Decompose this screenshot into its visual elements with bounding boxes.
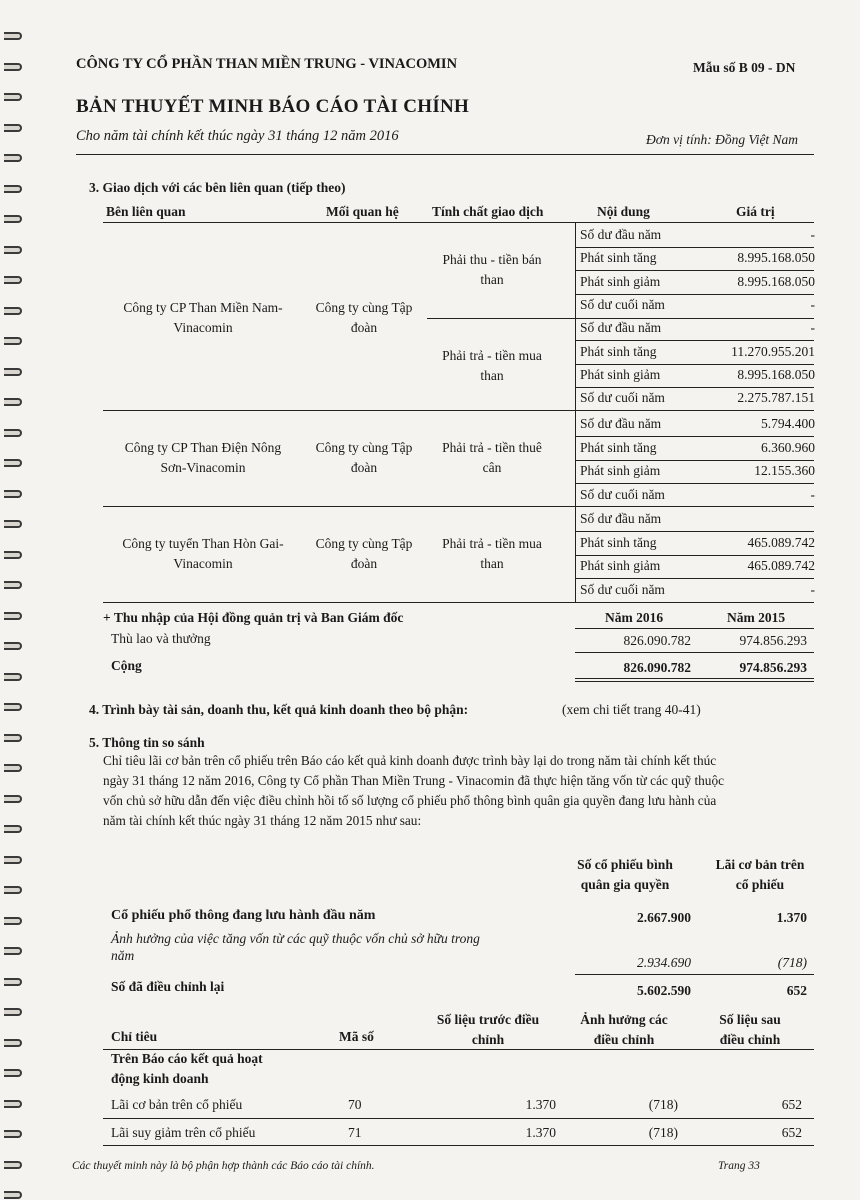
row-content: Số dư cuối năm: [580, 581, 665, 597]
header-line: Số cổ phiếu bình: [577, 857, 673, 872]
row-value: 465.089.742: [747, 534, 815, 550]
section-4-note: (xem chi tiết trang 40-41): [562, 702, 701, 717]
binding-ring-shape: [4, 673, 22, 681]
binding-ring: [4, 732, 26, 746]
header-line: quân gia quyền: [580, 877, 670, 892]
eps-row-effect-label: năm: [111, 948, 135, 963]
row-content: Số dư đầu năm: [580, 416, 662, 431]
section-4-heading: 4. Trình bày tài sản, doanh thu, kết quả kinh doanh theo bộ phận:: [89, 702, 469, 717]
header-line: Ảnh hưởng các: [580, 1012, 668, 1027]
remuneration-2016: 826.090.782: [623, 633, 691, 648]
row-value: 5.794.400: [761, 416, 815, 431]
party-name: [103, 298, 303, 338]
eps-row-outstanding-shares: 2.667.900: [637, 910, 691, 925]
binding-ring: [4, 1128, 26, 1142]
table-bottom-line: [103, 602, 814, 603]
row-value: 8.995.168.050: [737, 273, 815, 289]
row-content: Số dư đầu năm: [580, 227, 662, 242]
binding-ring-shape: [4, 459, 22, 467]
cell-divider: [575, 555, 814, 556]
binding-ring-shape: [4, 246, 22, 254]
row-divider: [103, 506, 814, 507]
binding-ring: [4, 396, 26, 410]
col-header-party: Bên liên quan: [106, 204, 186, 219]
cell-indicator: Lãi cơ bản trên cổ phiếu: [111, 1097, 243, 1112]
content-column-divider: [575, 222, 576, 602]
row-content: Phát sinh tăng: [580, 250, 657, 266]
row-content: Phát sinh tăng: [580, 439, 657, 455]
binding-ring-shape: [4, 1161, 22, 1169]
binding-ring: [4, 213, 26, 227]
total-top-line: [575, 652, 814, 653]
period-text: Cho năm tài chính kết thúc ngày 31 tháng 12 năm 2016: [76, 128, 399, 144]
binding-ring-shape: [4, 185, 22, 193]
income-year-2015: Năm 2015: [727, 610, 786, 625]
eps-row-effect-shares: 2.934.690: [637, 955, 691, 970]
party-name-line: Công ty tuyển Than Hòn Gai-: [122, 536, 284, 551]
row-content: Số dư cuối năm: [580, 296, 665, 312]
row-content: Số dư cuối năm: [580, 486, 665, 502]
binding-ring: [4, 884, 26, 898]
binding-ring: [4, 579, 26, 593]
binding-ring-shape: [4, 63, 22, 71]
eps-col-shares-header: [560, 855, 690, 895]
row-divider: [427, 318, 814, 319]
binding-ring-shape: [4, 32, 22, 40]
binding-ring: [4, 335, 26, 349]
binding-ring-shape: [4, 1069, 22, 1077]
nature-line: than: [480, 556, 504, 571]
cell-divider: [575, 247, 814, 248]
cell-divider: [575, 387, 814, 388]
row-content: Phát sinh tăng: [580, 343, 657, 359]
relation-line: Công ty cùng Tập: [315, 440, 413, 455]
cell-divider: [575, 364, 814, 365]
cell-divider: [575, 340, 814, 341]
header-line: cổ phiếu: [735, 877, 785, 892]
nature-line: Phải trả - tiền mua: [442, 536, 542, 551]
binding-ring: [4, 183, 26, 197]
tbl-bottom-line: [103, 1145, 814, 1146]
binding-ring: [4, 457, 26, 471]
total-2016: 826.090.782: [623, 660, 691, 675]
row-value: -: [810, 227, 815, 242]
cell-indicator: Lãi suy giảm trên cổ phiếu: [111, 1125, 256, 1140]
spiral-binding: [0, 0, 34, 1200]
row-content: Phát sinh giảm: [580, 273, 661, 289]
binding-ring: [4, 793, 26, 807]
row-value: 8.995.168.050: [737, 366, 815, 382]
cell-divider: [575, 460, 814, 461]
party-name-line: Công ty CP Than Điện Nông: [124, 440, 282, 455]
group-line: động kinh doanh: [111, 1071, 209, 1086]
relation-line: đoàn: [350, 460, 378, 475]
cell-divider: [575, 483, 814, 484]
binding-ring-shape: [4, 154, 22, 162]
binding-ring: [4, 518, 26, 532]
tbl-header-after: [690, 1010, 810, 1050]
row-divider: [103, 1118, 814, 1119]
cell-divider: [575, 578, 814, 579]
binding-ring-shape: [4, 1191, 22, 1199]
binding-ring: [4, 30, 26, 44]
nature-line: Phải trả - tiền mua: [442, 348, 542, 363]
eps-row-effect-eps: (718): [777, 955, 807, 970]
party-name-line: Sơn-Vinacomin: [160, 460, 246, 475]
tbl-header-before: [418, 1010, 558, 1050]
binding-ring-shape: [4, 703, 22, 711]
relation-line: đoàn: [350, 556, 378, 571]
row-value: 6.360.960: [761, 439, 815, 455]
transaction-nature: [427, 250, 557, 290]
cell-after: 652: [781, 1097, 802, 1112]
paragraph-line: ngày 31 tháng 12 năm 2016, Công ty Cổ phần Than Miền Trung - Vinacomin đã thực hiện tăng vốn từ các quỹ thuộc: [103, 773, 725, 788]
binding-ring-shape: [4, 1039, 22, 1047]
row-value: 11.270.955.201: [731, 343, 815, 359]
binding-ring: [4, 427, 26, 441]
row-content: Số dư đầu năm: [580, 511, 662, 526]
transaction-nature: [427, 534, 557, 574]
nature-line: Phải thu - tiền bán: [442, 252, 542, 267]
header-line: chỉnh: [471, 1032, 505, 1047]
nature-line: than: [480, 368, 504, 383]
binding-ring: [4, 854, 26, 868]
cell-divider: [575, 531, 814, 532]
binding-ring: [4, 823, 26, 837]
page-title: BẢN THUYẾT MINH BÁO CÁO TÀI CHÍNH: [76, 96, 470, 117]
binding-ring-shape: [4, 307, 22, 315]
remuneration-label: Thù lao và thưởng: [111, 631, 211, 646]
row-content: Số dư cuối năm: [580, 390, 665, 406]
binding-ring-shape: [4, 276, 22, 284]
col-header-content: Nội dung: [597, 204, 650, 219]
paragraph-line: vốn chủ sở hữu dẫn đến việc điều chỉnh hồi tố số lượng cổ phiếu phổ thông bình quân gia quyền đang lưu hành của: [103, 793, 717, 808]
income-header-line: [575, 628, 814, 629]
binding-ring: [4, 976, 26, 990]
header-line: Số liệu sau: [719, 1012, 781, 1027]
party-name-line: Công ty CP Than Miền Nam-: [123, 300, 283, 315]
page-number: Trang 33: [718, 1160, 760, 1172]
section-3-heading: 3. Giao dịch với các bên liên quan (tiếp theo): [89, 180, 346, 195]
eps-row-outstanding: Cổ phiếu phổ thông đang lưu hành đầu năm: [111, 908, 376, 923]
binding-ring: [4, 1189, 26, 1200]
row-value: 12.155.360: [754, 463, 815, 478]
binding-ring-shape: [4, 795, 22, 803]
paragraph-line: năm tài chính kết thúc ngày 31 tháng 12 năm 2015 như sau:: [103, 813, 422, 828]
cell-divider: [575, 270, 814, 271]
binding-ring-shape: [4, 429, 22, 437]
binding-ring: [4, 152, 26, 166]
relation-line: Công ty cùng Tập: [315, 536, 413, 551]
total-2015: 974.856.293: [739, 660, 807, 675]
row-value: -: [810, 296, 815, 312]
tbl-header-indicator: Chỉ tiêu: [111, 1029, 158, 1044]
row-value: 465.089.742: [747, 558, 815, 573]
eps-row-adjusted-shares: 5.602.590: [637, 983, 691, 998]
binding-ring-shape: [4, 947, 22, 955]
binding-ring: [4, 1006, 26, 1020]
cell-effect: (718): [648, 1097, 678, 1112]
cell-before: 1.370: [525, 1125, 556, 1140]
row-content: Phát sinh tăng: [580, 534, 657, 550]
total-double-line: [575, 678, 814, 679]
income-heading: + Thu nhập của Hội đồng quản trị và Ban Giám đốc: [103, 610, 404, 625]
binding-ring: [4, 91, 26, 105]
currency-unit: Đơn vị tính: Đồng Việt Nam: [646, 132, 799, 147]
binding-ring: [4, 610, 26, 624]
binding-ring-shape: [4, 93, 22, 101]
binding-ring: [4, 244, 26, 258]
row-divider: [103, 410, 814, 411]
binding-ring-shape: [4, 642, 22, 650]
binding-ring-shape: [4, 612, 22, 620]
cell-code: 71: [348, 1125, 362, 1140]
binding-ring-shape: [4, 520, 22, 528]
binding-ring: [4, 274, 26, 288]
binding-ring: [4, 640, 26, 654]
binding-ring-shape: [4, 886, 22, 894]
eps-row-outstanding-eps: 1.370: [776, 910, 807, 925]
tbl-group-label: [111, 1049, 331, 1089]
binding-ring-shape: [4, 398, 22, 406]
binding-ring-shape: [4, 917, 22, 925]
cell-effect: (718): [648, 1125, 678, 1140]
binding-ring-shape: [4, 551, 22, 559]
binding-ring-shape: [4, 124, 22, 132]
form-number: Mẫu số B 09 - DN: [693, 60, 796, 75]
binding-ring: [4, 1098, 26, 1112]
row-value: -: [810, 486, 815, 502]
binding-ring-shape: [4, 1008, 22, 1016]
binding-ring-shape: [4, 490, 22, 498]
binding-ring: [4, 762, 26, 776]
binding-ring: [4, 1159, 26, 1173]
header-line: điều chỉnh: [593, 1032, 655, 1047]
cell-after: 652: [781, 1125, 802, 1140]
col-header-relation: Mối quan hệ: [326, 204, 399, 219]
binding-ring: [4, 671, 26, 685]
col-header-nature: Tính chất giao dịch: [432, 204, 544, 219]
binding-ring: [4, 305, 26, 319]
header-line: Lãi cơ bản trên: [715, 857, 805, 872]
eps-row-adjusted-eps: 652: [786, 983, 807, 998]
binding-ring: [4, 915, 26, 929]
cell-code: 70: [348, 1097, 362, 1112]
binding-ring: [4, 488, 26, 502]
transaction-nature: [427, 346, 557, 386]
cell-divider: [575, 436, 814, 437]
header-divider: [76, 154, 814, 155]
eps-col-eps-header: [695, 855, 825, 895]
cell-before: 1.370: [525, 1097, 556, 1112]
row-content: Phát sinh giảm: [580, 463, 661, 478]
binding-ring-shape: [4, 764, 22, 772]
table-header-line: [103, 222, 814, 223]
header-line: điều chỉnh: [719, 1032, 781, 1047]
binding-ring-shape: [4, 581, 22, 589]
party-relation: [303, 298, 425, 338]
binding-ring: [4, 549, 26, 563]
party-relation: [303, 534, 425, 574]
group-line: Trên Báo cáo kết quả hoạt: [111, 1051, 263, 1066]
paragraph-line: Chỉ tiêu lãi cơ bản trên cổ phiếu trên Báo cáo kết quả kinh doanh được trình bày lại do trong năm tài chính kết thúc: [103, 753, 717, 768]
nature-line: cân: [482, 460, 502, 475]
relation-line: đoàn: [350, 320, 378, 335]
party-name-line: Vinacomin: [173, 556, 233, 571]
binding-ring: [4, 366, 26, 380]
section-5-heading: 5. Thông tin so sánh: [89, 735, 205, 750]
row-content: Phát sinh giảm: [580, 366, 661, 382]
footer-note: Các thuyết minh này là bộ phận hợp thành các Báo cáo tài chính.: [72, 1160, 375, 1172]
party-name: [103, 534, 303, 574]
company-name: CÔNG TY CỔ PHẦN THAN MIỀN TRUNG - VINACOMIN: [76, 56, 458, 72]
cell-divider: [575, 294, 814, 295]
binding-ring-shape: [4, 856, 22, 864]
row-value: 8.995.168.050: [737, 250, 815, 266]
party-name-line: Vinacomin: [173, 320, 233, 335]
binding-ring-shape: [4, 825, 22, 833]
eps-row-adjusted: Số đã điều chỉnh lại: [111, 979, 225, 994]
header-line: Số liệu trước điều: [436, 1012, 540, 1027]
row-value: -: [810, 320, 815, 336]
binding-ring: [4, 1067, 26, 1081]
binding-ring: [4, 61, 26, 75]
nature-line: Phải trả - tiền thuê: [442, 440, 542, 455]
binding-ring: [4, 122, 26, 136]
row-content: Số dư đầu năm: [580, 320, 662, 336]
transaction-nature: [427, 438, 557, 478]
binding-ring: [4, 1037, 26, 1051]
binding-ring-shape: [4, 215, 22, 223]
binding-ring-shape: [4, 734, 22, 742]
col-header-value: Giá trị: [736, 204, 775, 219]
binding-ring-shape: [4, 978, 22, 986]
binding-ring-shape: [4, 337, 22, 345]
binding-ring: [4, 701, 26, 715]
party-name: [103, 438, 303, 478]
binding-ring-shape: [4, 1100, 22, 1108]
binding-ring: [4, 945, 26, 959]
income-year-2016: Năm 2016: [605, 610, 664, 625]
total-double-line: [575, 681, 814, 682]
binding-ring-shape: [4, 368, 22, 376]
tbl-header-code: Mã số: [339, 1029, 374, 1044]
party-relation: [303, 438, 425, 478]
adjusted-top-line: [575, 974, 814, 975]
remuneration-2015: 974.856.293: [739, 633, 807, 648]
row-value: -: [810, 581, 815, 597]
row-content: Phát sinh giảm: [580, 558, 661, 573]
total-label: Cộng: [111, 658, 142, 673]
nature-line: than: [480, 272, 504, 287]
binding-ring-shape: [4, 1130, 22, 1138]
relation-line: Công ty cùng Tập: [315, 300, 413, 315]
row-value: 2.275.787.151: [737, 390, 815, 406]
tbl-header-effect: [560, 1010, 688, 1050]
eps-row-effect-label: Ảnh hưởng của việc tăng vốn từ các quỹ thuộc vốn chủ sở hữu trong: [111, 931, 480, 946]
